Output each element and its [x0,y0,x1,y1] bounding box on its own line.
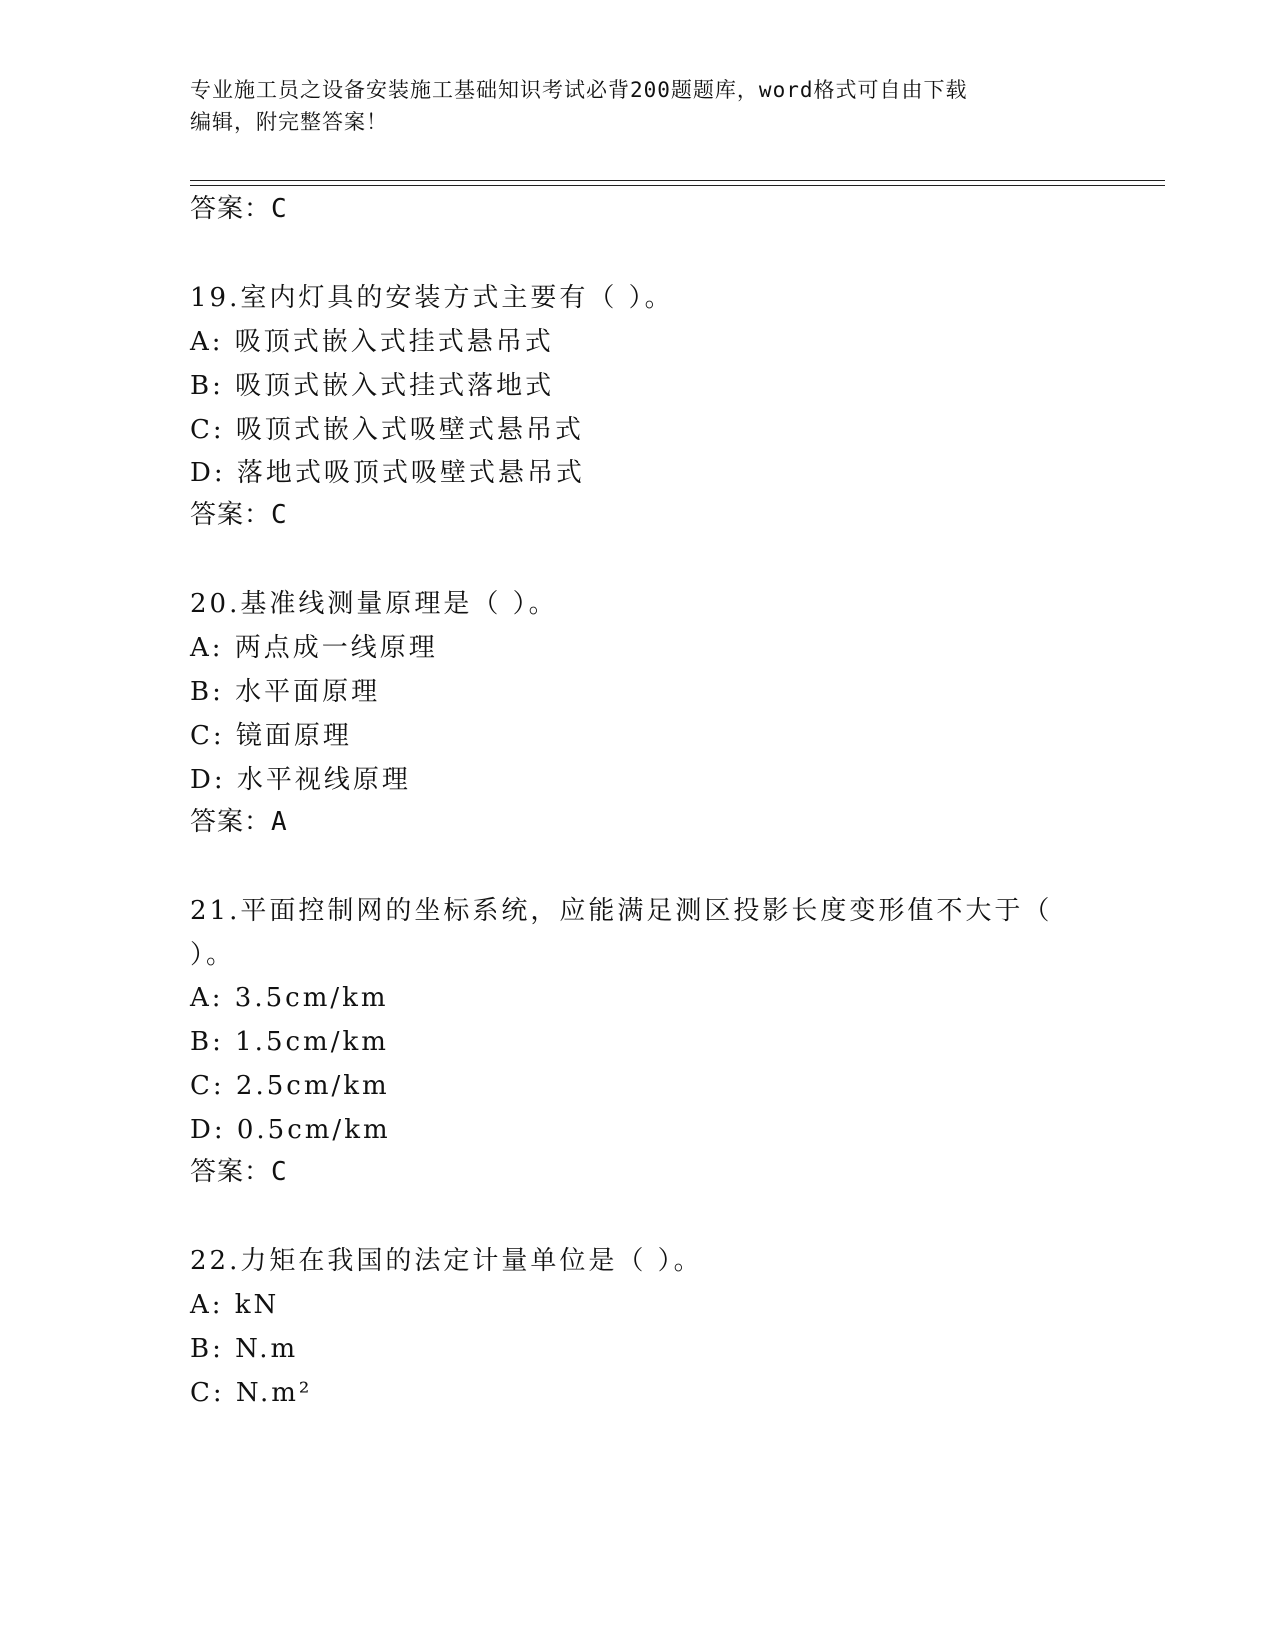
question-19-option-c: C: 吸顶式嵌入式吸壁式悬吊式 [190,415,584,445]
question-20-title: 20.基准线测量原理是（ ）。 [190,589,558,619]
question-20-option-d: D: 水平视线原理 [190,765,411,795]
answer-value: A [271,807,288,837]
header-line-1: 专业施工员之设备安装施工基础知识考试必背200题题库，word格式可自由下载 [190,78,968,102]
question-19-option-a: A: 吸顶式嵌入式挂式悬吊式 [190,327,554,357]
question-20-option-b: B: 水平面原理 [190,677,381,707]
question-21-answer [190,1154,288,1190]
document-header [190,74,1090,138]
answer-value: C [271,1157,288,1187]
question-20-answer [190,804,288,840]
question-21-title [190,893,1052,973]
answer-value: C [271,500,288,530]
question-20-option-c: C: 镜面原理 [190,721,352,751]
question-21-option-a: A: 3.5cm/km [190,983,389,1013]
question-22-title: 22.力矩在我国的法定计量单位是（ ）。 [190,1246,703,1276]
question-21-title-line-1: 21.平面控制网的坐标系统，应能满足测区投影长度变形值不大于（ [190,896,1053,926]
question-21-title-line-2: ）。 [190,940,236,970]
question-21-option-c: C: 2.5cm/km [190,1071,390,1101]
question-21-option-b: B: 1.5cm/km [190,1027,389,1057]
header-line-2: 编辑，附完整答案！ [190,110,388,134]
header-divider-bottom [190,185,1165,186]
question-20-option-a: A: 两点成一线原理 [190,633,438,663]
question-19-option-d: D: 落地式吸顶式吸壁式悬吊式 [190,458,585,488]
answer-label: 答案： [190,500,272,530]
question-19-option-b: B: 吸顶式嵌入式挂式落地式 [190,371,555,401]
question-21-option-d: D: 0.5cm/km [190,1115,391,1145]
question-19-answer [190,497,288,533]
question-22-option-c: C: N.m² [190,1378,313,1408]
header-divider-top [190,180,1165,181]
answer-label: 答案： [190,194,272,224]
question-22-option-b: B: N.m [190,1334,299,1364]
question-22-option-a: A: kN [190,1290,280,1320]
answer-prev [190,191,288,227]
answer-label: 答案： [190,1157,272,1187]
answer-value: C [271,194,288,224]
question-19-title: 19.室内灯具的安装方式主要有（ ）。 [190,283,674,313]
answer-label: 答案： [190,807,272,837]
